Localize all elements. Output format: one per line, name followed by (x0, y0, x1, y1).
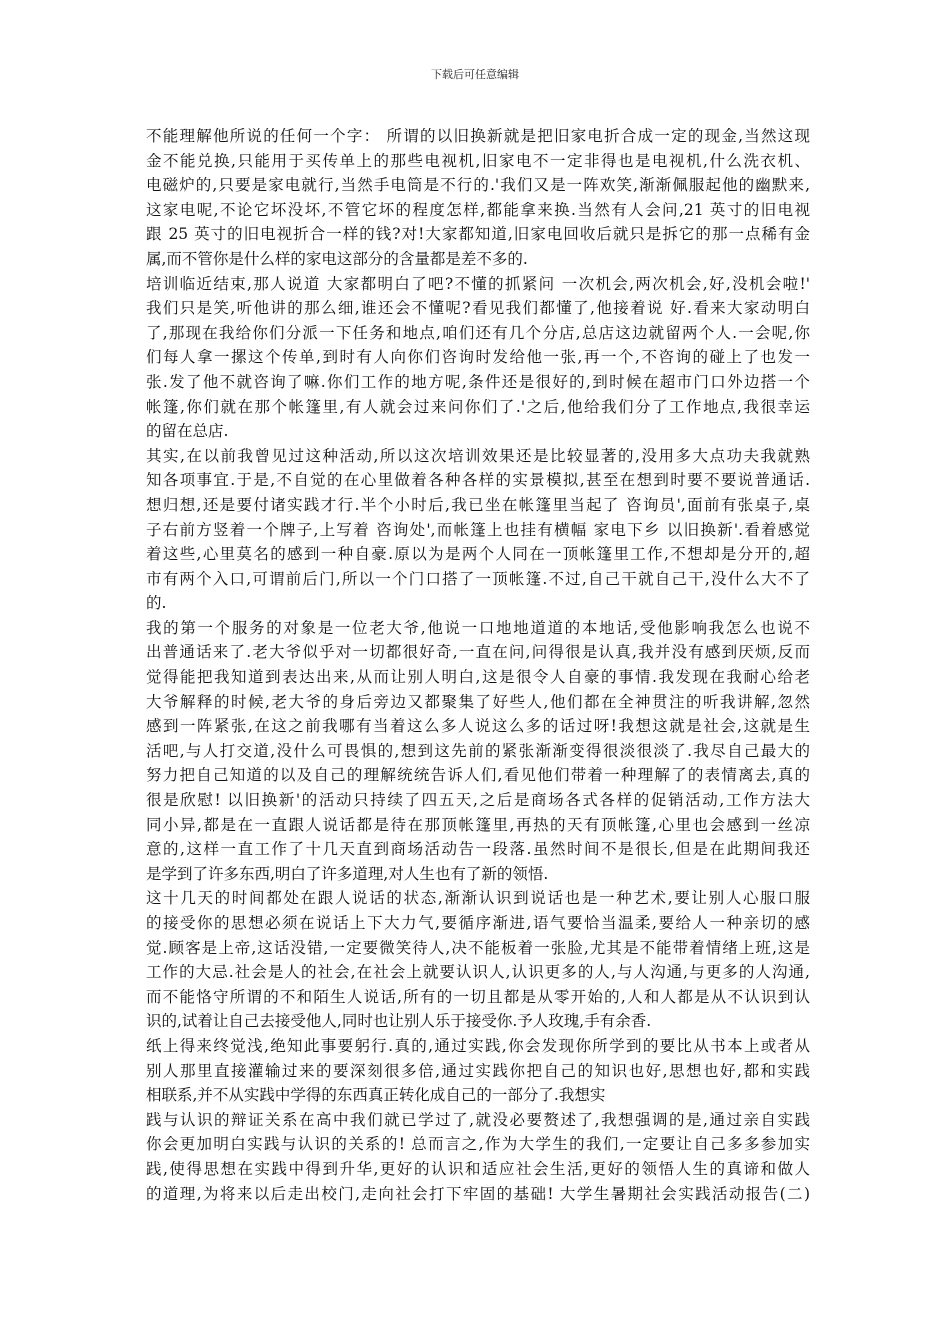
text-line: 的. (146, 594, 167, 613)
text-line: 电磁炉的,只要是家电就行,当然手电筒是不行的.'我们又是一阵欢笑,渐渐佩服起他的幽默来, (146, 176, 810, 195)
text-line: 践与认识的辩证关系在高中我们就已学过了,就没必要赘述了,我想强调的是,通过亲自实践 (146, 1110, 810, 1129)
text-line: 跟 25 英寸的旧电视折合一样的钱?对!大家都知道,旧家电回收后就只是拆它的那一点稀有金 (146, 225, 810, 244)
text-line: 识的,试着让自己去接受他人,同时也让别人乐于接受你.予人玫瑰,手有余香. (146, 1012, 652, 1031)
text-line: 而不能恪守所谓的不和陌生人说话,所有的一切且都是从零开始的,人和人都是从不认识到认 (146, 987, 810, 1006)
text-line: 你会更加明白实践与认识的关系的! 总而言之,作为大学生的我们,一定要让自己多多参加实 (146, 1135, 810, 1154)
text-line: 的接受你的思想必须在说话上下大力气,要循序渐进,语气要恰当温柔,要给人一种亲切的感 (146, 914, 810, 932)
document-body (146, 124, 810, 1206)
text-line: 感到一阵紧张,在这之前我哪有当着这么多人说这么多的话过呀!我想这就是社会,这就是生 (146, 717, 810, 736)
text-line: 的留在总店. (146, 422, 229, 441)
text-line: 的道理,为将来以后走出校门,走向社会打下牢固的基础! 大学生暑期社会实践活动报告(二) (146, 1184, 810, 1203)
text-line: 觉得能把我知道到表达出来,从而让别人明白,这是很令人自豪的事情.我发现在我耐心给老 (146, 668, 810, 687)
text-line: 金不能兑换,只能用于买传单上的那些电视机,旧家电不一定非得也是电视机,什么洗衣机、 (146, 151, 810, 170)
text-line: 张.发了他不就咨询了嘛.你们工作的地方呢,条件还是很好的,到时候在超市门口外边搭一个 (146, 372, 810, 391)
page-header: 下载后可任意编辑 (431, 68, 519, 81)
text-line: 了,那现在我给你们分派一下任务和地点,咱们还有几个分店,总店这边就留两个人.一会呢,你 (146, 323, 810, 342)
text-line: 出普通话来了.老大爷似乎对一切都很好奇,一直在问,问得很是认真,我并没有感到厌烦,反而 (146, 643, 810, 662)
text-line: 这家电呢,不论它坏没坏,不管它坏的程度怎样,都能拿来换.当然有人会问,21 英寸的旧电视 (146, 200, 810, 219)
text-line: 意的,这样一直工作了十几天直到商场活动告一段落.虽然时间不是很长,但是在此期间我还 (146, 840, 810, 859)
text-line: 着这些,心里莫名的感到一种自豪.原以为是两个人同在一顶帐篷里工作,不想却是分开的,超 (146, 545, 810, 564)
text-line: 帐篷,你们就在那个帐篷里,有人就会过来问你们了.'之后,他给我们分了工作地点,我很幸运 (146, 397, 810, 416)
text-line: 不能理解他所说的任何一个字： 所谓的以旧换新就是把旧家电折合成一定的现金,当然这现 (146, 127, 810, 145)
text-line: 纸上得来终觉浅,绝知此事要躬行.真的,通过实践,你会发现你所学到的要比从书本上或者从 (146, 1036, 810, 1055)
text-line: 们每人拿一摞这个传单,到时有人向你们咨询时发给他一张,再一个,不咨询的碰上了也发一 (146, 348, 810, 367)
text-line: 市有两个入口,可谓前后门,所以一个门口搭了一顶帐篷.不过,自己干就自己干,没什么大不了 (146, 569, 810, 588)
text-line: 别人那里直接灌输过来的要深刻很多倍,通过实践你把自己的知识也好,思想也好,都和实践 (146, 1061, 810, 1080)
text-line: 同小异,都是在一直跟人说话都是待在那顶帐篷里,再热的天有顶帐篷,心里也会感到一丝凉 (146, 815, 810, 834)
text-line: 其实,在以前我曾见过这种活动,所以这次培训效果还是比较显著的,没用多大点功夫我就熟 (146, 446, 810, 465)
text-line: 觉.顾客是上帝,这话没错,一定要微笑待人,决不能板着一张脸,尤其是不能带着情绪上班,这是 (146, 938, 810, 957)
text-line: 属,而不管你是什么样的家电这部分的含量都是差不多的. (146, 249, 528, 268)
text-line: 活吧,与人打交道,没什么可畏惧的,想到这先前的紧张渐渐变得很淡很淡了.我尽自己最大的 (146, 741, 810, 760)
text-line: 努力把自己知道的以及自己的理解统统告诉人们,看见他们带着一种理解了的表情离去,真的 (146, 766, 810, 785)
text-line: 子右前方竖着一个牌子,上写着 咨询处',而帐篷上也挂有横幅 家电下乡 以旧换新'.看着感觉 (146, 520, 810, 539)
text-line: 我们只是笑,听他讲的那么细,谁还会不懂呢?看见我们都懂了,他接着说 好.看来大家动明白 (146, 299, 810, 318)
text-line: 践,使得思想在实践中得到升华,更好的认识和适应社会生活,更好的领悟人生的真谛和做人 (146, 1159, 810, 1178)
text-line: 很是欣慰! 以旧换新'的活动只持续了四五天,之后是商场各式各样的促销活动,工作方法大 (146, 791, 810, 810)
text-line: 培训临近结束,那人说道 大家都明白了吧?不懂的抓紧问 一次机会,两次机会,好,没机会啦!' (146, 274, 810, 293)
text-line: 我的第一个服务的对象是一位老大爷,他说一口地地道道的本地话,受他影响我怎么也说不 (146, 618, 810, 637)
text-line: 大爷解释的时候,老大爷的身后旁边又都聚集了好些人,他们都在全神贯注的听我讲解,忽然 (146, 692, 810, 711)
text-line: 知各项事宜.于是,不自觉的在心里做着各种各样的实景模拟,甚至在想到时要不要说普通话. (146, 471, 810, 490)
text-line: 是学到了许多东西,明白了许多道理,对人生也有了新的领悟. (146, 864, 549, 883)
text-line: 想归想,还是要付诸实践才行.半个小时后,我已坐在帐篷里当起了 咨询员',面前有张桌子,桌 (146, 495, 810, 514)
text-line: 这十几天的时间都处在跟人说话的状态,渐渐认识到说话也是一种艺术,要让别人心服口服 (146, 889, 810, 908)
text-line: 相联系,并不从实践中学得的东西真正转化成自己的一部分了.我想实 (146, 1086, 606, 1105)
text-line: 工作的大忌.社会是人的社会,在社会上就要认识人,认识更多的人,与人沟通,与更多的人沟通, (146, 963, 810, 982)
